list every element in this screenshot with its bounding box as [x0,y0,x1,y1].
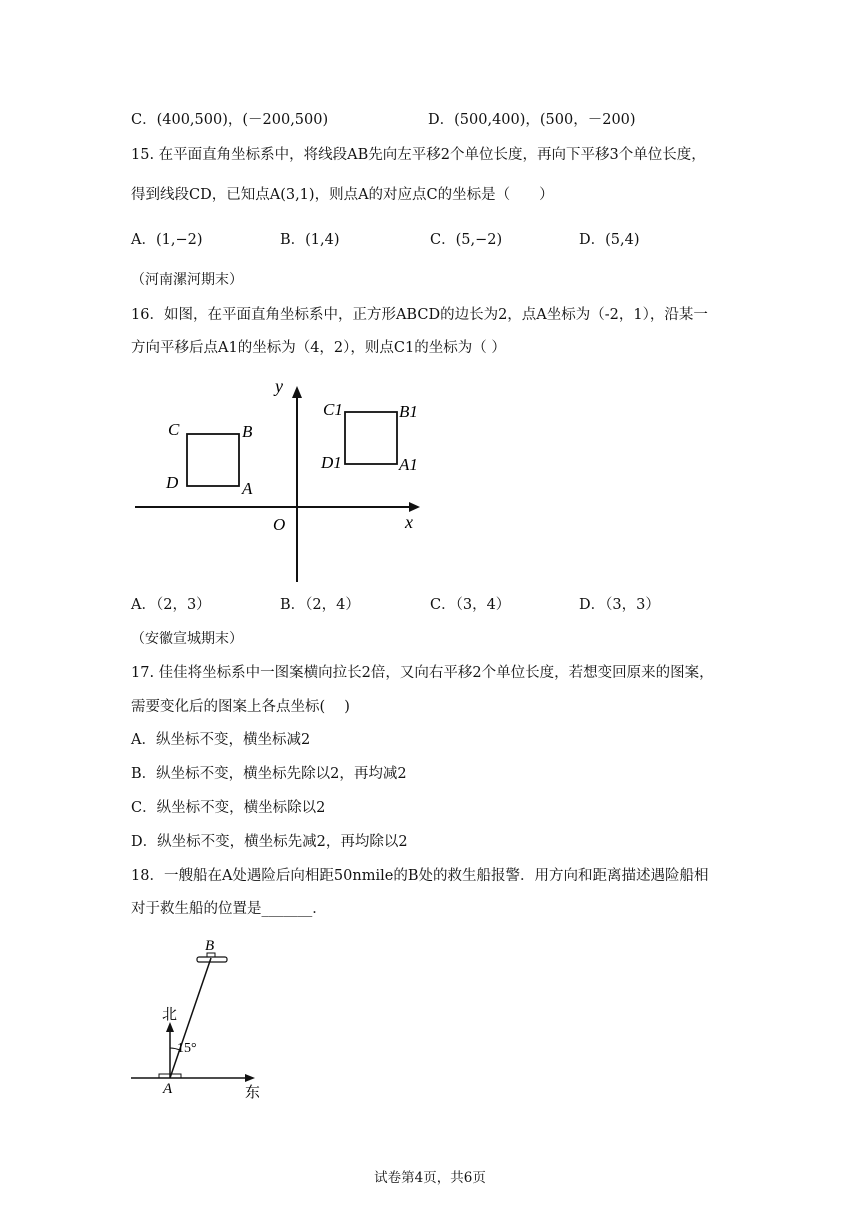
east-label: 东 [245,1085,261,1101]
page-footer: 试卷第4页，共6页 [374,1170,486,1186]
q18-direction-figure [125,930,275,1105]
q15-text-line1: 15. 在平面直角坐标系中，将线段AB先向左平移2个单位长度，再向下平移3个单位长度， [131,147,706,163]
origin-label: O [273,515,286,534]
q17-option-c: C．纵坐标不变，横坐标除以2 [131,800,326,816]
q17-text-line2: 需要变化后的图案上各点坐标( ) [131,699,350,715]
q17-option-b: B．纵坐标不变，横坐标先除以2，再均减2 [131,766,407,782]
q16-option-a: A．（2，3） [131,597,211,613]
q17-option-d: D．纵坐标不变，横坐标先减2，再均除以2 [131,834,408,850]
q16-text-line2: 方向平移后点A1的坐标为（4，2），则点C1的坐标为（ ） [131,340,506,356]
q18-text-line1: 18．一艘船在A处遇险后向相距50nmile的B处的救生船报警．用方向和距离描述遇险船相 [131,868,709,884]
label-c1: C1 [323,400,343,419]
q18-text-line2: 对于救生船的位置是_______． [131,901,327,917]
q15-text-line2: 得到线段CD，已知点A(3,1)，则点A的对应点C的坐标是（ ） [131,187,554,203]
label-a: A [242,479,253,498]
q16-option-c: C．（3，4） [430,597,511,613]
label-d1: D1 [321,453,342,472]
y-axis-label: y [275,376,283,396]
q17-option-a: A．纵坐标不变，横坐标减2 [131,732,311,748]
q15-option-d: D．(5,4) [579,232,640,248]
q16-coordinate-figure [120,370,440,590]
label-c: C [168,420,180,439]
q14-option-c: C．(400,500)，(－200,500) [131,112,329,128]
q15-option-a: A．(1,−2) [131,232,203,248]
label-b: B [205,938,215,954]
q16-option-d: D．（3，3） [579,597,660,613]
q17-source: （安徽宣城期末） [131,631,243,647]
label-a1: A1 [399,455,418,474]
angle-label: 15° [177,1041,197,1056]
q16-text-line1: 16．如图，在平面直角坐标系中，正方形ABCD的边长为2，点A坐标为（-2，1），沿某一 [131,307,708,323]
label-b1: B1 [399,402,418,421]
q17-text-line1: 17. 佳佳将坐标系中一图案横向拉长2倍，又向右平移2个单位长度，若想变回原来的图案， [131,665,714,681]
q14-option-d: D．(500,400)，(500，－200) [428,112,636,128]
q15-option-c: C．(5,−2) [430,232,503,248]
x-axis-label: x [405,512,413,532]
label-b: B [242,422,253,441]
north-label: 北 [162,1007,178,1023]
label-d: D [166,473,179,492]
q16-source: （河南漯河期末） [131,272,243,288]
q16-option-b: B．（2，4） [280,597,360,613]
label-a: A [163,1081,173,1097]
q15-option-b: B．(1,4) [280,232,340,248]
